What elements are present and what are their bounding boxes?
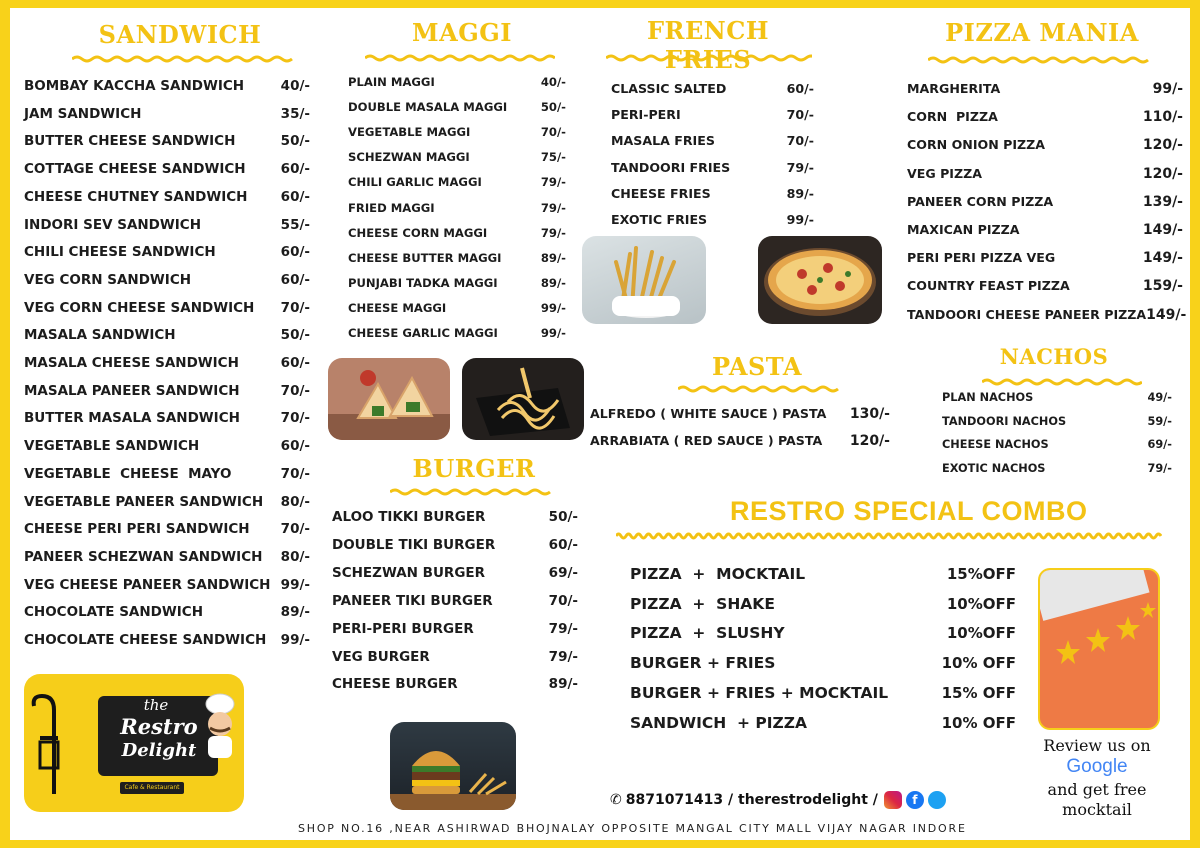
nachos-wave-divider: [982, 378, 1142, 386]
pasta-wave-divider: [678, 385, 842, 393]
pizza-item-name: CORN PIZZA: [907, 109, 998, 125]
pizza-item: [907, 109, 1183, 125]
burger-item-name: DOUBLE TIKI BURGER: [332, 536, 496, 553]
nachos-item-name: EXOTIC NACHOS: [942, 461, 1046, 475]
maggi-item-name: PUNJABI TADKA MAGGI: [348, 275, 498, 290]
review-stars-image: [1038, 568, 1160, 730]
pizza-item: [907, 278, 1183, 294]
fries-item-price: 70/-: [786, 107, 814, 123]
sandwich-item-name: MASALA PANEER SANDWICH: [24, 382, 240, 399]
sandwich-item-price: 60/-: [280, 244, 310, 261]
pizza-item-price: 99/-: [1152, 81, 1183, 97]
fries-item-name: EXOTIC FRIES: [611, 212, 708, 227]
fries-item: [611, 133, 814, 148]
burger-item-price: 79/-: [548, 648, 578, 665]
google-wordmark: Google: [1066, 756, 1128, 777]
maggi-item: [348, 276, 566, 290]
sandwich-item: [24, 632, 310, 648]
sandwich-item: [24, 549, 310, 565]
burger-wave-divider: [390, 488, 554, 496]
stars-illustration: [1040, 570, 1158, 728]
maggi-item-name: CHEESE BUTTER MAGGI: [348, 250, 502, 265]
sandwich-item-price: 70/-: [280, 410, 310, 427]
burger-item: [332, 621, 578, 637]
sandwich-item-name: BUTTER CHEESE SANDWICH: [24, 133, 236, 150]
burger-item-price: 69/-: [548, 564, 578, 581]
combo-item-name: PIZZA + SHAKE: [630, 594, 775, 613]
fries-item-price: 60/-: [786, 81, 814, 96]
pizza-item-price: 149/-: [1142, 250, 1183, 267]
maggi-item: [348, 175, 566, 189]
burger-item-name: PERI-PERI BURGER: [332, 620, 474, 637]
sandwich-item-price: 60/-: [280, 271, 310, 288]
burger-item-price: 60/-: [548, 536, 578, 553]
pizza-item: [907, 250, 1183, 266]
sandwich-item-name: BOMBAY KACCHA SANDWICH: [24, 78, 245, 94]
fries-item: [611, 160, 814, 175]
sandwich-item-name: MASALA SANDWICH: [24, 327, 176, 344]
maggi-item-name: SCHEZWAN MAGGI: [348, 150, 470, 165]
maggi-item-name: PLAIN MAGGI: [348, 75, 435, 89]
nachos-item: [942, 438, 1172, 451]
fries-item-name: TANDOORI FRIES: [611, 159, 731, 175]
fries-title: FRENCH FRIES: [647, 16, 769, 74]
maggi-item-price: 99/-: [540, 326, 566, 340]
sandwich-item: [24, 410, 310, 426]
combo-item: [630, 654, 1016, 672]
burger-item-name: CHEESE BURGER: [332, 676, 458, 693]
maggi-item: [348, 326, 566, 340]
maggi-item: [348, 201, 566, 215]
fries-item-price: 79/-: [786, 159, 814, 175]
maggi-item-name: VEGETABLE MAGGI: [348, 125, 471, 140]
burger-item-name: ALOO TIKKI BURGER: [332, 509, 486, 525]
lamp-icon: [30, 690, 70, 800]
pizza-item-name: COUNTRY FEAST PIZZA: [907, 278, 1070, 294]
review-line3: mocktail: [1062, 800, 1132, 819]
pizza-item-name: CORN ONION PIZZA: [907, 137, 1046, 153]
pizza-item: [907, 137, 1183, 153]
sandwich-item: [24, 327, 310, 343]
combo-item-name: BURGER + FRIES + MOCKTAIL: [630, 683, 889, 702]
combo-item-offer: 10% OFF: [941, 654, 1016, 673]
combo-item-name: SANDWICH + PIZZA: [630, 713, 807, 732]
maggi-title: MAGGI: [412, 18, 512, 47]
fries-item: [611, 212, 814, 227]
sandwich-item: [24, 466, 310, 482]
combo-item: [630, 714, 1016, 732]
sandwich-item-name: CHOCOLATE CHEESE SANDWICH: [24, 632, 267, 648]
nachos-item-name: TANDOORI NACHOS: [942, 414, 1067, 428]
logo-delight: Delight: [121, 740, 197, 761]
sandwich-item: [24, 383, 310, 399]
combo-item-offer: 10% OFF: [941, 713, 1016, 732]
sandwich-item-name: MASALA CHEESE SANDWICH: [24, 355, 239, 371]
phone-icon: ✆: [610, 792, 622, 808]
pizza-wave-divider: [928, 56, 1150, 64]
burger-item-price: 50/-: [548, 509, 578, 525]
review-line1: Review us on: [1043, 736, 1151, 755]
sandwich-item: [24, 217, 310, 233]
combo-title: RESTRO SPECIAL COMBO: [730, 496, 1088, 526]
maggi-wave-divider: [365, 54, 555, 62]
maggi-item-name: DOUBLE MASALA MAGGI: [348, 100, 508, 115]
sandwich-item: [24, 577, 310, 593]
facebook-icon[interactable]: f: [906, 791, 924, 809]
sandwich-item-price: 55/-: [280, 216, 310, 233]
combo-wave-divider: [616, 532, 1162, 540]
combo-item: [630, 624, 1016, 642]
logo-the: the: [143, 696, 169, 714]
maggi-item: [348, 125, 566, 139]
logo-tagline: Cafe & Restaurant: [120, 782, 184, 794]
sandwich-item-name: VEG CORN CHEESE SANDWICH: [24, 299, 255, 316]
fries-item-price: 89/-: [786, 185, 814, 201]
pizza-item: [907, 81, 1183, 97]
burger-item-price: 70/-: [548, 592, 578, 609]
nachos-item-name: PLAN NACHOS: [942, 391, 1034, 404]
burger-photo-illustration: [390, 722, 516, 810]
logo-card: [24, 674, 244, 812]
sandwich-item-name: VEGETABLE CHEESE MAYO: [24, 465, 232, 482]
sandwich-item-name: CHEESE PERI PERI SANDWICH: [24, 521, 250, 538]
sandwich-item-price: 70/-: [280, 299, 310, 316]
sandwich-item: [24, 161, 310, 177]
pizza-item: [907, 166, 1183, 182]
sandwich-photo: [328, 358, 450, 440]
burger-item-name: PANEER TIKI BURGER: [332, 592, 493, 609]
maggi-item: [348, 251, 566, 265]
nachos-title: NACHOS: [999, 344, 1109, 369]
pizza-item-name: MAXICAN PIZZA: [907, 222, 1020, 237]
fries-item: [611, 81, 814, 96]
burger-photo: [390, 722, 516, 810]
fries-item-price: 70/-: [786, 133, 814, 149]
combo-item-offer: 15% OFF: [941, 683, 1016, 702]
sandwich-item: [24, 604, 310, 620]
pizza-item-name: VEG PIZZA: [907, 165, 982, 181]
maggi-item-name: CHILI GARLIC MAGGI: [348, 175, 482, 190]
pizza-item: [907, 194, 1183, 210]
combo-item-offer: 15%OFF: [946, 565, 1016, 583]
pasta-item: [590, 433, 890, 449]
sandwich-item-name: INDORI SEV SANDWICH: [24, 216, 202, 233]
pizza-item: [907, 222, 1183, 238]
sandwich-item: [24, 494, 310, 510]
sandwich-item: [24, 300, 310, 316]
pizza-item-name: MARGHERITA: [907, 81, 1001, 96]
pizza-photo-illustration: [758, 236, 882, 324]
maggi-item-price: 99/-: [540, 300, 566, 315]
maggi-item-price: 75/-: [540, 150, 566, 165]
nachos-item-price: 69/-: [1147, 438, 1172, 451]
pizza-item-price: 120/-: [1142, 165, 1183, 182]
fries-item-name: PERI-PERI: [611, 107, 681, 123]
nachos-item-name: CHEESE NACHOS: [942, 438, 1049, 451]
sandwich-item-price: 70/-: [280, 521, 310, 538]
instagram-icon[interactable]: [884, 791, 902, 809]
combo-item-name: BURGER + FRIES: [630, 654, 776, 673]
burger-title: BURGER: [412, 454, 536, 483]
burger-item-name: SCHEZWAN BURGER: [332, 564, 486, 581]
sandwich-item: [24, 272, 310, 288]
nachos-item-price: 79/-: [1147, 461, 1172, 475]
sandwich-item: [24, 355, 310, 371]
pizza-item-price: 120/-: [1142, 137, 1183, 154]
sandwich-item-price: 50/-: [280, 327, 310, 344]
sandwich-item: [24, 78, 310, 94]
pizza-photo: [758, 236, 882, 324]
sandwich-item-price: 80/-: [280, 493, 310, 510]
sandwich-item-price: 99/-: [280, 632, 310, 648]
burger-item-name: VEG BURGER: [332, 648, 430, 665]
maggi-item-price: 70/-: [540, 125, 566, 140]
maggi-item-price: 89/-: [540, 250, 566, 265]
pasta-photo: [462, 358, 584, 440]
maggi-item: [348, 75, 566, 89]
sandwich-item: [24, 106, 310, 122]
combo-item: [630, 595, 1016, 613]
sandwich-item-price: 50/-: [280, 133, 310, 150]
sandwich-item-name: CHEESE CHUTNEY SANDWICH: [24, 188, 248, 205]
pizza-item-price: 149/-: [1142, 222, 1183, 238]
combo-item-offer: 10%OFF: [946, 594, 1016, 613]
fries-wave-divider: [606, 54, 812, 62]
sandwich-item: [24, 244, 310, 260]
sandwich-wave-divider: [72, 55, 294, 63]
maggi-item-name: CHEESE GARLIC MAGGI: [348, 326, 498, 340]
sandwich-photo-illustration: [328, 358, 450, 440]
fries-item-price: 99/-: [786, 212, 814, 227]
fries-photo: [582, 236, 706, 324]
fries-photo-illustration: [582, 236, 706, 324]
burger-item-price: 79/-: [548, 620, 578, 637]
sandwich-item-name: VEG CORN SANDWICH: [24, 271, 192, 288]
pizza-item-name: TANDOORI CHEESE PANEER PIZZA: [907, 306, 1147, 322]
combo-item: [630, 684, 1016, 702]
nachos-item-price: 59/-: [1147, 414, 1172, 428]
pizza-item: [907, 306, 1187, 323]
maggi-item: [348, 150, 566, 164]
chef-icon: [200, 690, 240, 760]
sandwich-item-name: VEGETABLE SANDWICH: [24, 438, 200, 455]
sandwich-item-name: CHOCOLATE SANDWICH: [24, 604, 203, 621]
pasta-photo-illustration: [462, 358, 584, 440]
pizza-item-price: 110/-: [1142, 109, 1183, 126]
sandwich-item-name: COTTAGE CHEESE SANDWICH: [24, 161, 246, 178]
pasta-item-name: ALFREDO ( WHITE SAUCE ) PASTA: [590, 406, 827, 421]
sandwich-title: SANDWICH: [98, 20, 262, 49]
sandwich-item-price: 80/-: [280, 548, 310, 565]
sandwich-item-price: 99/-: [280, 576, 310, 593]
sandwich-item: [24, 133, 310, 149]
pizza-item-price: 149/-: [1146, 306, 1187, 323]
sandwich-item-name: PANEER SCHEZWAN SANDWICH: [24, 548, 263, 565]
combo-item-name: PIZZA + SLUSHY: [630, 624, 785, 643]
footer-address: SHOP NO.16 ,NEAR ASHIRWAD BHOJNALAY OPPOSITE MANGAL CITY MALL VIJAY NAGAR INDORE: [298, 822, 967, 835]
pizza-item-price: 159/-: [1142, 278, 1183, 295]
sandwich-item-name: BUTTER MASALA SANDWICH: [24, 410, 240, 427]
maggi-item-price: 40/-: [540, 75, 566, 89]
burger-item: [332, 649, 578, 665]
logo-restro: Restro: [120, 714, 198, 739]
maggi-item-price: 79/-: [540, 175, 566, 190]
sandwich-item-price: 60/-: [280, 188, 310, 205]
sandwich-item-price: 60/-: [280, 438, 310, 455]
burger-item: [332, 537, 578, 553]
sandwich-item-name: VEG CHEESE PANEER SANDWICH: [24, 576, 271, 593]
maggi-item: [348, 100, 566, 114]
sandwich-item-name: JAM SANDWICH: [24, 105, 142, 122]
twitter-icon[interactable]: [928, 791, 946, 809]
burger-item: [332, 565, 578, 581]
sandwich-item: [24, 521, 310, 537]
sandwich-item-price: 35/-: [280, 105, 310, 122]
sandwich-item-price: 70/-: [280, 465, 310, 482]
combo-item-name: PIZZA + MOCKTAIL: [630, 565, 806, 583]
pizza-item-name: PERI PERI PIZZA VEG: [907, 250, 1056, 266]
sandwich-item-price: 60/-: [280, 161, 310, 178]
pizza-item-price: 139/-: [1142, 193, 1183, 210]
sandwich-item: [24, 189, 310, 205]
maggi-item: [348, 301, 566, 315]
nachos-item: [942, 391, 1172, 404]
contact-row: [610, 791, 946, 809]
maggi-item-name: FRIED MAGGI: [348, 200, 435, 215]
sandwich-item-price: 40/-: [280, 78, 310, 94]
maggi-item-name: CHEESE CORN MAGGI: [348, 225, 488, 240]
fries-item-name: CHEESE FRIES: [611, 185, 711, 201]
nachos-item-price: 49/-: [1147, 391, 1172, 404]
contact-text: 8871071413 / therestrodelight /: [625, 792, 878, 808]
sandwich-item-price: 70/-: [280, 382, 310, 399]
fries-item: [611, 186, 814, 201]
pasta-item-name: ARRABIATA ( RED SAUCE ) PASTA: [590, 433, 823, 448]
nachos-item: [942, 462, 1172, 475]
maggi-item-price: 79/-: [540, 225, 566, 240]
maggi-item-name: CHEESE MAGGI: [348, 300, 447, 315]
pasta-item-price: 120/-: [849, 433, 890, 449]
pasta-title: PASTA: [712, 352, 802, 381]
maggi-item-price: 89/-: [540, 275, 566, 290]
fries-item-name: CLASSIC SALTED: [611, 81, 727, 96]
maggi-item-price: 79/-: [540, 200, 566, 215]
pizza-item-name: PANEER CORN PIZZA: [907, 193, 1054, 209]
sandwich-item-price: 89/-: [280, 604, 310, 621]
pasta-item: [590, 406, 890, 422]
sandwich-item-name: CHILI CHEESE SANDWICH: [24, 244, 216, 261]
burger-item: [332, 509, 578, 525]
menu-page: [10, 8, 1190, 840]
fries-item-name: MASALA FRIES: [611, 133, 715, 149]
fries-item: [611, 107, 814, 122]
sandwich-item: [24, 438, 310, 454]
maggi-item: [348, 226, 566, 240]
review-line2: and get free: [1047, 780, 1147, 799]
burger-item: [332, 676, 578, 692]
sandwich-item-name: VEGETABLE PANEER SANDWICH: [24, 493, 264, 510]
maggi-item-price: 50/-: [540, 100, 566, 115]
pizza-title: PIZZA MANIA: [945, 18, 1139, 47]
sandwich-item-price: 60/-: [280, 355, 310, 371]
combo-item-offer: 10%OFF: [946, 624, 1016, 643]
combo-item: [630, 565, 1016, 583]
burger-item: [332, 593, 578, 609]
pasta-item-price: 130/-: [849, 406, 890, 422]
burger-item-price: 89/-: [548, 676, 578, 693]
nachos-item: [942, 415, 1172, 428]
